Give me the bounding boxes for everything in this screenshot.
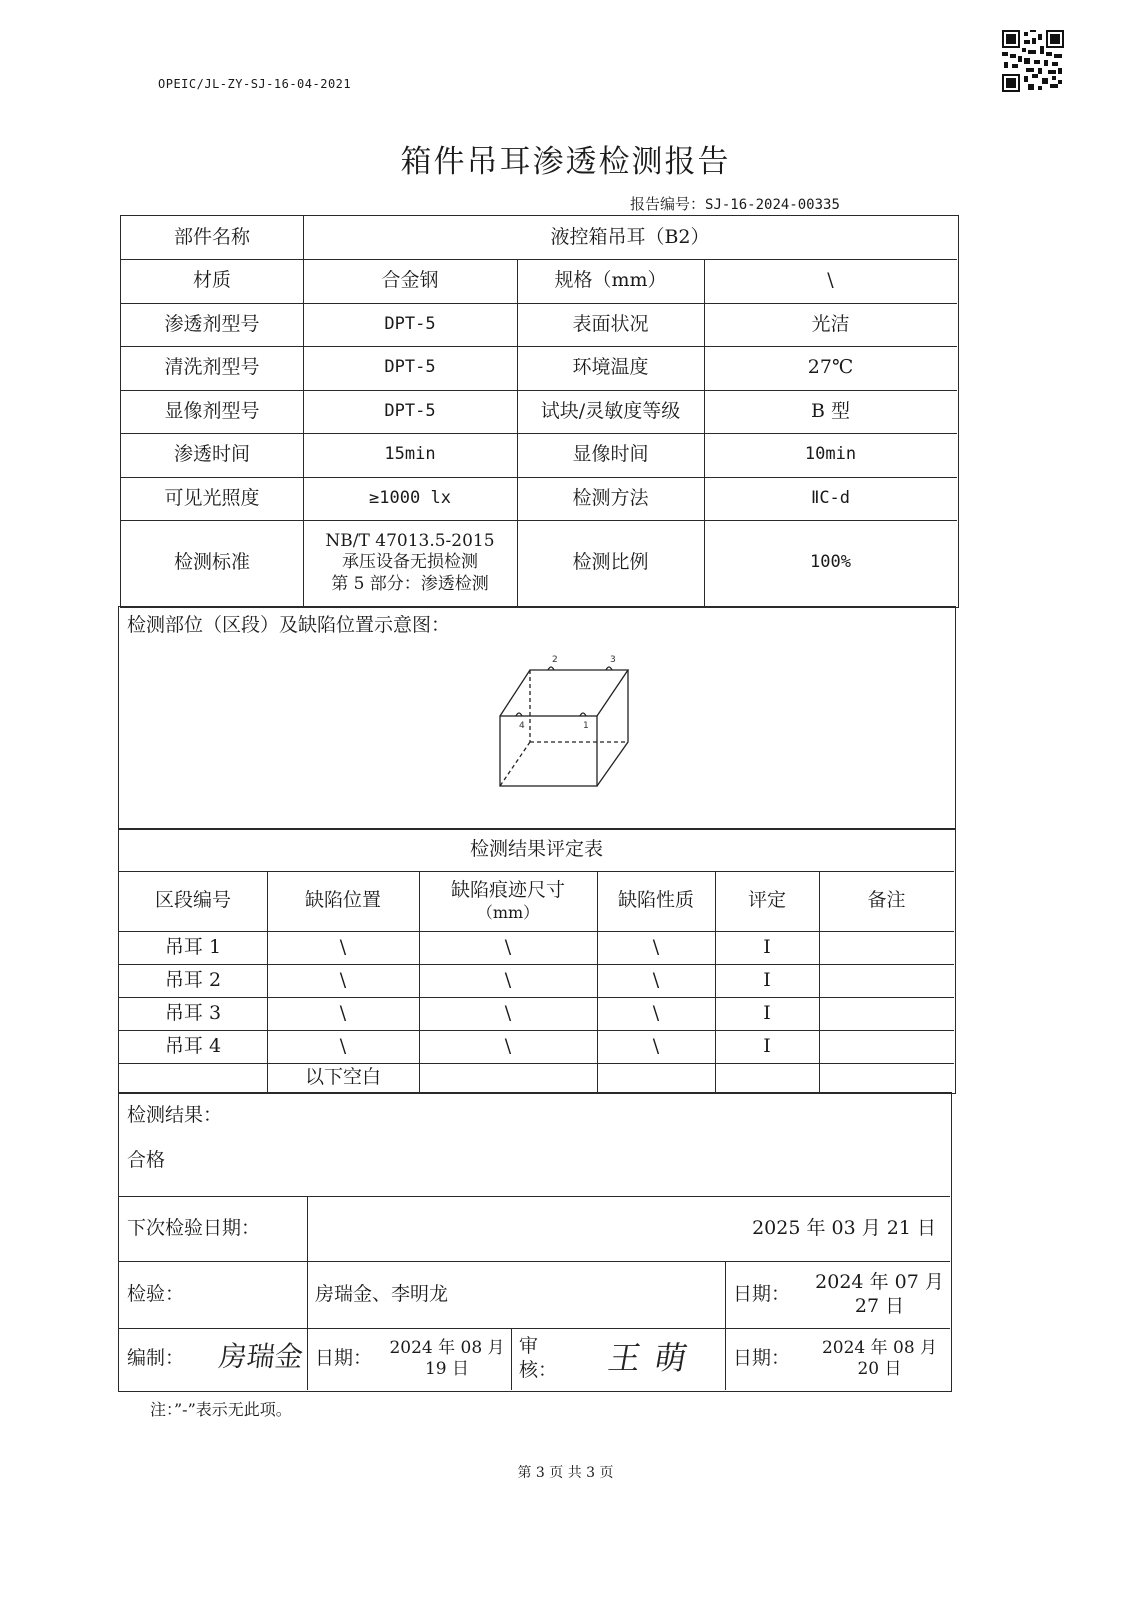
test-block-value: B 型 (810, 399, 850, 422)
next-date-label: 下次检验日期： (127, 1216, 261, 1239)
row-remarks (819, 964, 954, 997)
temperature-value: 27℃ (807, 356, 854, 379)
development-time-value: 10min (804, 444, 857, 465)
row-rating: I (763, 935, 771, 958)
material-value: 合金钢 (381, 269, 439, 292)
compile-date-label: 日期： (315, 1347, 373, 1370)
cleaner-label: 清洗剂型号 (164, 356, 260, 379)
temperature-label: 环境温度 (572, 356, 649, 379)
inspect-date-label: 日期： (733, 1282, 791, 1305)
inspect-date-line1: 2024 年 07 月 (815, 1270, 944, 1293)
conclusion-section (118, 1092, 952, 1392)
row-section: 吊耳 4 (164, 1034, 222, 1057)
penetrant-label: 渗透剂型号 (164, 312, 260, 335)
page-number: 第 3 页 共 3 页 (517, 1465, 614, 1481)
reviewer-label-line2: 核： (519, 1359, 558, 1381)
header-defect-size-line1: 缺陷痕迹尺寸 (450, 879, 565, 902)
lug-mark-3: 3 (610, 655, 616, 665)
material-label: 材质 (192, 269, 231, 292)
review-date-line2: 20 日 (857, 1359, 902, 1379)
row-nature: \ (652, 968, 660, 991)
test-block-label: 试块/灵敏度等级 (540, 399, 681, 422)
illuminance-value: ≥1000 lx (369, 487, 451, 508)
spec-label: 规格（mm） (554, 269, 667, 292)
conclusion-value: 合格 (127, 1149, 166, 1172)
info-table (120, 215, 959, 608)
report-number-label: 报告编号： (630, 195, 706, 213)
report-number (630, 193, 840, 214)
compile-date-value (383, 1328, 511, 1390)
row-size: \ (504, 1001, 512, 1024)
review-date-value (809, 1328, 950, 1390)
lug-mark-1: 1 (583, 721, 589, 731)
row-remarks (819, 931, 954, 964)
row-rating: I (763, 1001, 771, 1024)
method-label: 检测方法 (572, 486, 649, 509)
row-location: \ (339, 935, 347, 958)
blank-note: 以下空白 (304, 1065, 381, 1088)
box-diagram (490, 650, 650, 800)
part-name-value: 液控箱吊耳（B2） (550, 225, 710, 248)
row-location: \ (339, 1001, 347, 1024)
results-table (118, 828, 956, 1094)
qr-code-icon (1002, 30, 1064, 92)
penetrant-value: DPT-5 (384, 313, 436, 334)
row-section: 吊耳 1 (164, 935, 222, 958)
inspector-label: 检验： (127, 1282, 185, 1305)
standard-line: NB/T 47013.5-2015 (325, 531, 495, 552)
row-location: \ (339, 968, 347, 991)
surface-value: 光洁 (811, 312, 850, 335)
next-date-value: 2025 年 03 月 21 日 (752, 1216, 936, 1239)
developer-label: 显像剂型号 (164, 399, 260, 422)
results-title: 检测结果评定表 (469, 838, 603, 861)
row-section: 吊耳 3 (164, 1001, 222, 1024)
standard-line: 第 5 部分：渗透检测 (331, 573, 489, 594)
compiler-label: 编制： (127, 1347, 185, 1370)
penetration-time-value: 15min (384, 444, 436, 465)
cleaner-value: DPT-5 (384, 357, 436, 378)
development-time-label: 显像时间 (572, 443, 649, 466)
header-remarks: 备注 (867, 889, 906, 912)
row-rating: I (763, 968, 771, 991)
compile-date-line1: 2024 年 08 月 (389, 1337, 505, 1358)
standard-line: 承压设备无损检测 (342, 552, 478, 573)
row-size: \ (504, 935, 512, 958)
compile-date-line2: 19 日 (424, 1359, 470, 1379)
developer-value: DPT-5 (384, 400, 436, 421)
header-rating: 评定 (747, 889, 786, 912)
footnote: 注：”-”表示无此项。 (150, 1400, 292, 1419)
row-nature: \ (652, 935, 660, 958)
row-nature: \ (652, 1001, 660, 1024)
spec-value: \ (827, 269, 834, 292)
penetration-time-label: 渗透时间 (173, 443, 250, 466)
compiler-signature: 房瑞金 (217, 1340, 305, 1373)
part-name-label: 部件名称 (173, 225, 250, 248)
header-defect-size-unit: （mm） (476, 902, 540, 922)
row-remarks (819, 997, 954, 1030)
ratio-label: 检测比例 (572, 551, 649, 574)
illuminance-label: 可见光照度 (164, 486, 260, 509)
header-defect-nature: 缺陷性质 (617, 889, 694, 912)
row-section: 吊耳 2 (164, 968, 222, 991)
review-date-label: 日期： (733, 1347, 791, 1370)
lug-mark-2: 2 (552, 655, 558, 665)
surface-label: 表面状况 (572, 312, 649, 335)
reviewer-signature: 王萌 (605, 1339, 705, 1377)
method-value: ⅡC-d (810, 487, 851, 508)
row-remarks (819, 1030, 954, 1063)
row-size: \ (504, 1034, 512, 1057)
reviewer-label (511, 1328, 581, 1390)
row-rating: I (763, 1034, 771, 1057)
review-date-line1: 2024 年 08 月 (821, 1337, 938, 1358)
page-title: 箱件吊耳渗透检测报告 (400, 144, 731, 180)
inspect-date-line2: 27 日 (854, 1294, 905, 1317)
standard-value (303, 520, 517, 606)
inspect-date-value (809, 1261, 950, 1328)
row-location: \ (339, 1034, 347, 1057)
header-defect-location: 缺陷位置 (304, 889, 381, 912)
header-defect-size (419, 871, 597, 931)
row-nature: \ (652, 1034, 660, 1057)
diagram-label: 检测部位（区段）及缺陷位置示意图： (127, 614, 451, 637)
header-section-no: 区段编号 (154, 889, 231, 912)
report-number-value: SJ-16-2024-00335 (705, 197, 840, 213)
lug-mark-4: 4 (519, 721, 525, 731)
row-size: \ (504, 968, 512, 991)
reviewer-label-line1: 审 (519, 1335, 539, 1358)
standard-label: 检测标准 (173, 551, 250, 574)
ratio-value: 100% (810, 552, 851, 573)
conclusion-label: 检测结果： (127, 1104, 223, 1127)
inspector-names: 房瑞金、李明龙 (315, 1282, 449, 1305)
document-code: OPEIC/JL-ZY-SJ-16-04-2021 (158, 77, 352, 91)
